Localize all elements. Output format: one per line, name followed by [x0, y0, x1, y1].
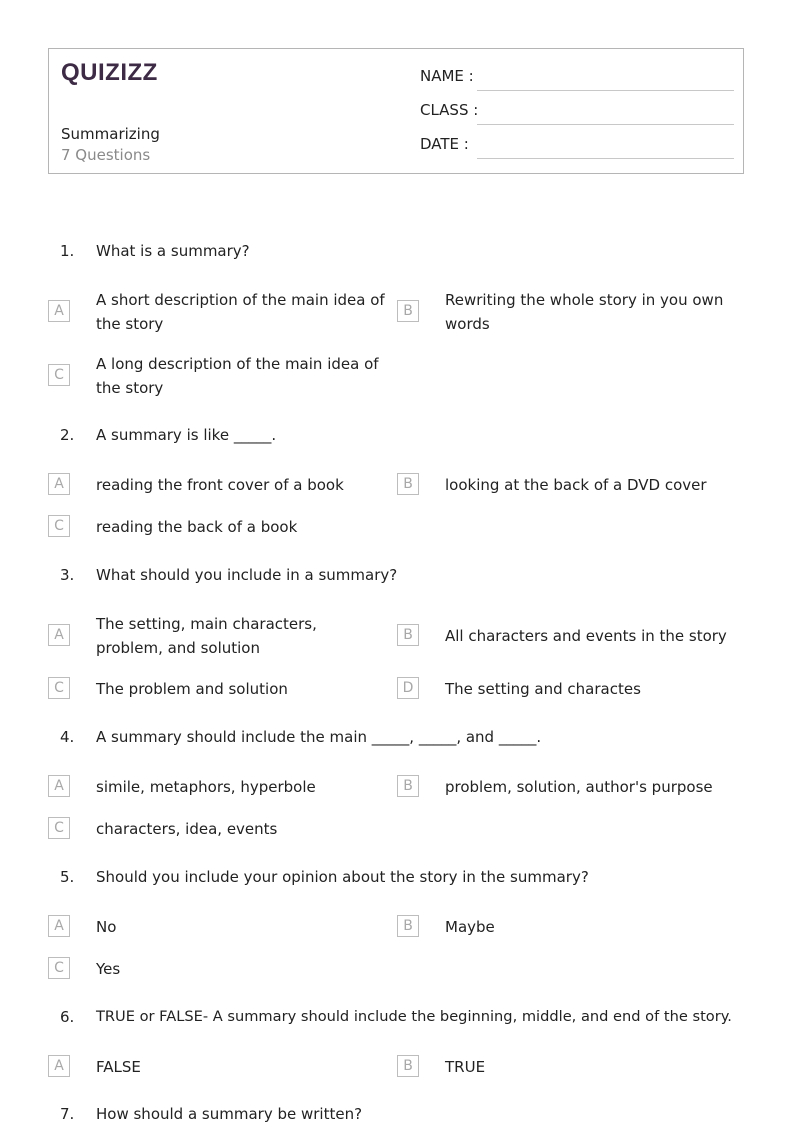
option-letter-box[interactable]: C — [48, 817, 70, 839]
option-letter-box[interactable]: B — [397, 624, 419, 646]
option-text: characters, idea, events — [96, 820, 278, 838]
option-text: TRUE — [445, 1058, 486, 1076]
question-number: 7. — [60, 1105, 75, 1123]
date-label: DATE : — [420, 135, 469, 153]
question-text: A summary is like _____. — [96, 426, 277, 444]
question-text: TRUE or FALSE- A summary should include the beginning, middle, and end of the story. — [96, 1008, 732, 1025]
question-text: What should you include in a summary? — [96, 566, 398, 584]
option-letter-box[interactable]: A — [48, 775, 70, 797]
option-text: simile, metaphors, hyperbole — [96, 778, 316, 796]
question-text: How should a summary be written? — [96, 1105, 363, 1123]
option-text: reading the back of a book — [96, 518, 298, 536]
option-text: The problem and solution — [96, 680, 288, 698]
option-text: Rewriting the whole story in you own words — [445, 291, 724, 333]
name-field[interactable] — [420, 67, 734, 91]
option-text: reading the front cover of a book — [96, 476, 344, 494]
option-text: problem, solution, author's purpose — [445, 778, 713, 796]
option-letter-box[interactable]: D — [397, 677, 419, 699]
question-number: 6. — [60, 1008, 75, 1026]
class-line[interactable] — [477, 124, 734, 125]
question-number: 3. — [60, 566, 75, 584]
option-text: The setting and charactes — [445, 680, 641, 698]
question-number: 5. — [60, 868, 75, 886]
quizizz-logo: QUIZIZZ — [61, 59, 158, 86]
option-letter-box[interactable]: B — [397, 775, 419, 797]
option-letter-box[interactable]: A — [48, 473, 70, 495]
option-letter-box[interactable]: A — [48, 300, 70, 322]
date-line[interactable] — [477, 158, 734, 159]
option-letter-box[interactable]: C — [48, 957, 70, 979]
option-letter-box[interactable]: C — [48, 515, 70, 537]
worksheet-title: Summarizing — [61, 125, 160, 143]
date-field[interactable] — [420, 135, 734, 159]
option-text: All characters and events in the story — [445, 627, 727, 645]
class-label: CLASS : — [420, 101, 479, 119]
question-number: 1. — [60, 242, 75, 260]
question-text: What is a summary? — [96, 242, 250, 260]
option-text: Yes — [96, 960, 121, 978]
option-letter-box[interactable]: C — [48, 677, 70, 699]
name-line[interactable] — [477, 90, 734, 91]
question-number: 4. — [60, 728, 75, 746]
option-letter-box[interactable]: A — [48, 915, 70, 937]
option-letter-box[interactable]: B — [397, 300, 419, 322]
option-letter-box[interactable]: A — [48, 1055, 70, 1077]
option-text: A long description of the main idea of the story — [96, 355, 379, 397]
question-text: A summary should include the main _____, _____, and _____. — [96, 728, 542, 746]
question-count: 7 Questions — [61, 146, 151, 164]
name-label: NAME : — [420, 67, 474, 85]
question-number: 2. — [60, 426, 75, 444]
option-letter-box[interactable]: B — [397, 473, 419, 495]
option-text: A short description of the main idea of the story — [96, 291, 385, 333]
question-text: Should you include your opinion about the story in the summary? — [96, 868, 589, 886]
option-text: FALSE — [96, 1058, 141, 1076]
option-letter-box[interactable]: A — [48, 624, 70, 646]
option-letter-box[interactable]: B — [397, 915, 419, 937]
option-text: looking at the back of a DVD cover — [445, 476, 707, 494]
class-field[interactable] — [420, 101, 734, 125]
option-letter-box[interactable]: C — [48, 364, 70, 386]
option-text: No — [96, 918, 117, 936]
option-letter-box[interactable]: B — [397, 1055, 419, 1077]
option-text: Maybe — [445, 918, 495, 936]
worksheet-header — [48, 48, 744, 174]
option-text: The setting, main characters, problem, and solution — [96, 615, 317, 657]
